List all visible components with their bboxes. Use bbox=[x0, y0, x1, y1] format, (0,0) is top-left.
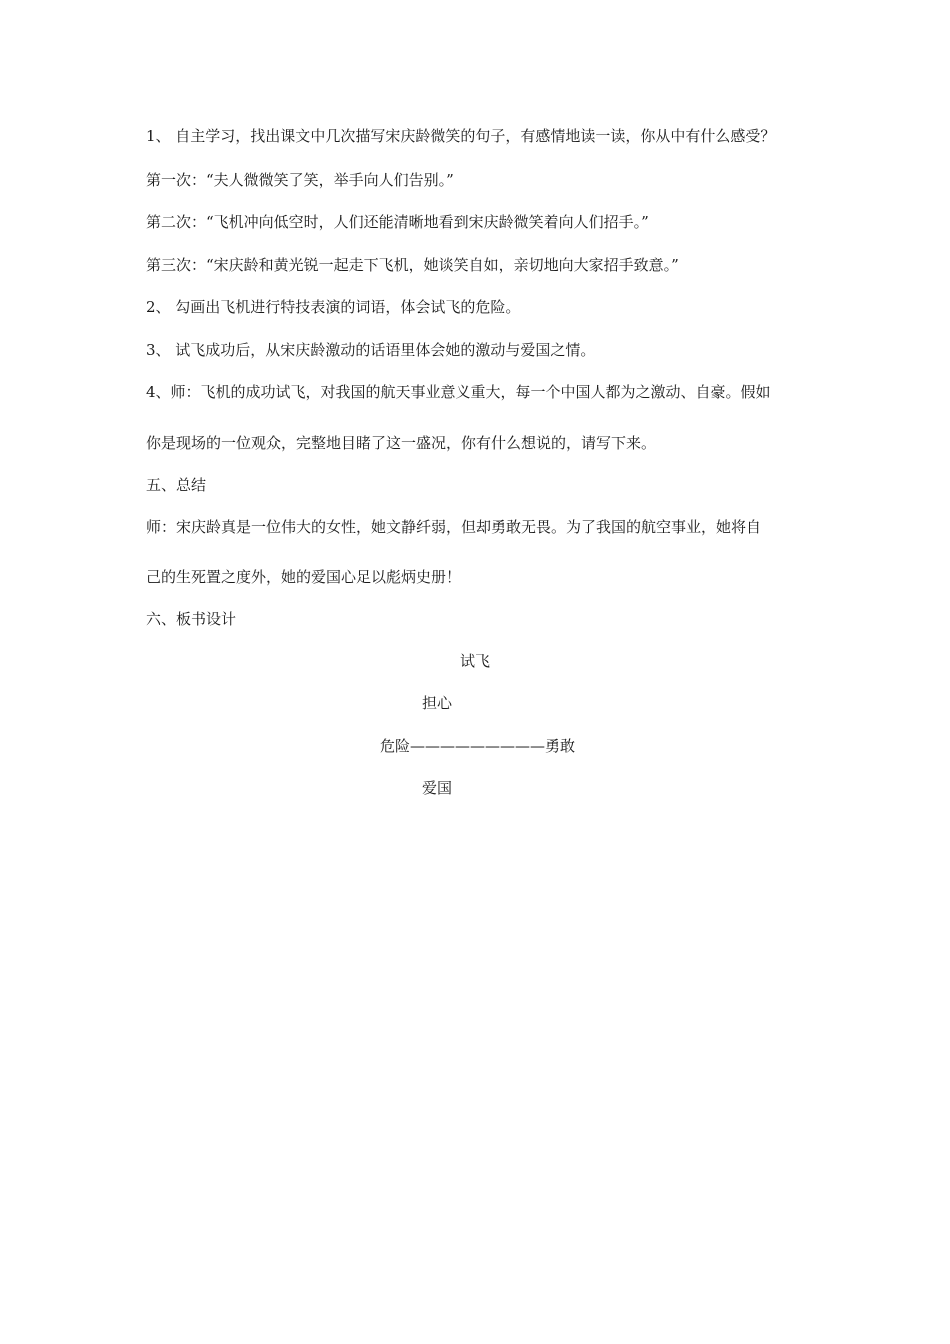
smile-quote-1: 第一次：“夫人微微笑了笑，举手向人们告别。” bbox=[146, 171, 454, 189]
board-item-danger-brave: 危险—————————勇敢 bbox=[380, 737, 576, 755]
summary-heading: 五、总结 bbox=[146, 476, 207, 494]
task-3-text: 3、 试飞成功后，从宋庆龄激动的话语里体会她的激动与爱国之情。 bbox=[146, 341, 596, 359]
smile-quote-3: 第三次：“宋庆龄和黄光锐一起走下飞机，她谈笑自如，亲切地向大家招手致意。” bbox=[146, 256, 679, 274]
summary-line-2: 己的生死置之度外，她的爱国心足以彪炳史册！ bbox=[146, 568, 462, 586]
task-4-line-1: 4、师：飞机的成功试飞，对我国的航天事业意义重大，每一个中国人都为之激动、自豪。假如 bbox=[146, 383, 771, 401]
board-title: 试飞 bbox=[460, 652, 491, 670]
board-item-patriotic: 爱国 bbox=[422, 779, 453, 797]
task-1-text: 1、 自主学习，找出课文中几次描写宋庆龄微笑的句子，有感情地读一读，你从中有什么感受？ bbox=[146, 127, 776, 145]
summary-line-1: 师：宋庆龄真是一位伟大的女性，她文静纤弱，但却勇敢无畏。为了我国的航空事业，她将自 bbox=[146, 518, 762, 536]
board-item-worry: 担心 bbox=[422, 694, 453, 712]
task-2-text: 2、 勾画出飞机进行特技表演的词语，体会试飞的危险。 bbox=[146, 298, 521, 316]
task-4-line-2: 你是现场的一位观众，完整地目睹了这一盛况，你有什么想说的，请写下来。 bbox=[146, 434, 657, 452]
smile-quote-2: 第二次：“飞机冲向低空时，人们还能清晰地看到宋庆龄微笑着向人们招手。” bbox=[146, 213, 649, 231]
board-design-heading: 六、板书设计 bbox=[146, 610, 237, 628]
